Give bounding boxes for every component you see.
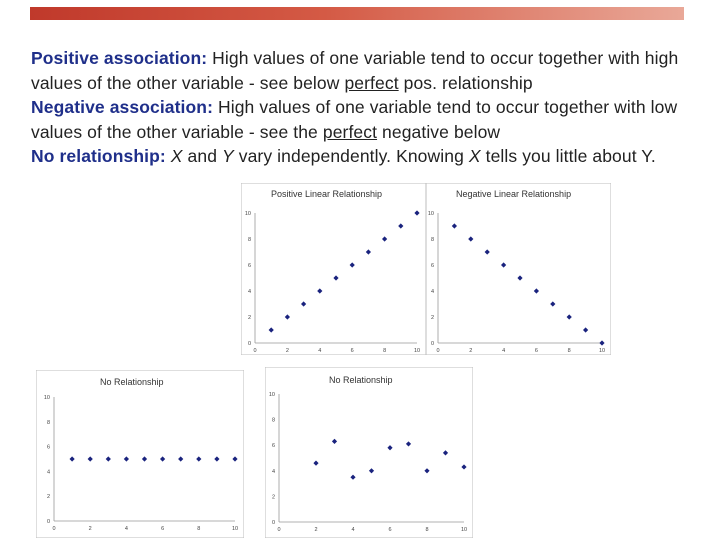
chart-frame (426, 183, 611, 355)
x-tick-label: 0 (253, 348, 257, 354)
underlined-word: perfect (344, 72, 399, 93)
y-tick-label: 0 (247, 341, 251, 347)
chart-title: Negative Linear Relationship (456, 189, 572, 199)
paragraph-no-relationship (31, 144, 701, 169)
x-tick-label: 6 (388, 527, 392, 533)
x-tick-label: 8 (383, 348, 387, 354)
y-tick-label: 4 (46, 469, 50, 476)
y-tick-label: 4 (430, 289, 434, 295)
chart-no-relationship-scatter (265, 367, 473, 538)
chart-frame (241, 183, 426, 355)
x-tick-label: 8 (197, 526, 201, 532)
chart-no-relationship-flat-svg (36, 370, 244, 538)
paragraph-text: tells you little about Y. (480, 146, 656, 166)
var-x: X (170, 146, 183, 166)
y-tick-label: 2 (247, 315, 251, 321)
y-tick-label: 6 (247, 263, 251, 269)
y-tick-label: 10 (427, 211, 434, 217)
paragraph-text: High values of one variable tend to occur together with low values of the other variable - see the (31, 97, 678, 142)
y-tick-label: 6 (46, 444, 50, 451)
paragraph-text: pos. relationship (398, 72, 533, 93)
x-tick-label: 2 (314, 527, 318, 533)
var-y: Y (222, 146, 234, 166)
x-tick-label: 6 (534, 348, 538, 354)
y-tick-label: 10 (268, 392, 275, 398)
chart-frame (36, 370, 244, 538)
chart-no-relationship-flat (36, 370, 244, 538)
y-tick-label: 8 (247, 237, 251, 243)
var-x: X (468, 146, 481, 166)
x-tick-label: 4 (351, 527, 355, 533)
x-tick-label: 8 (567, 348, 571, 354)
chart-title: No Relationship (329, 375, 393, 385)
y-tick-label: 2 (430, 315, 434, 321)
x-tick-label: 4 (124, 526, 128, 532)
chart-frame (265, 367, 473, 538)
x-tick-label: 2 (285, 348, 289, 354)
chart-positive-svg (241, 183, 426, 355)
x-tick-label: 10 (413, 348, 421, 354)
paragraph-positive (31, 46, 701, 95)
x-tick-label: 4 (318, 348, 322, 354)
paragraph-text: vary independently. Knowing (233, 146, 469, 166)
x-tick-label: 2 (88, 526, 92, 532)
chart-negative (426, 183, 611, 355)
y-tick-label: 4 (271, 468, 275, 475)
x-tick-label: 4 (502, 348, 506, 354)
keyword-negative: Negative association: (31, 97, 214, 117)
y-tick-label: 6 (430, 263, 434, 269)
chart-title: Positive Linear Relationship (271, 189, 383, 199)
x-tick-label: 10 (460, 527, 468, 533)
x-tick-label: 10 (231, 526, 239, 532)
chart-negative-svg (426, 183, 611, 355)
y-tick-label: 8 (46, 419, 50, 426)
y-tick-label: 2 (271, 494, 275, 501)
y-tick-label: 0 (46, 519, 50, 525)
chart-positive (241, 183, 426, 355)
keyword-no-relationship: No relationship: (31, 146, 166, 166)
x-tick-label: 6 (161, 526, 165, 532)
x-tick-label: 6 (350, 348, 354, 354)
y-tick-label: 10 (43, 395, 50, 401)
y-tick-label: 8 (271, 417, 275, 424)
x-tick-label: 0 (436, 348, 440, 354)
underlined-word: perfect (322, 121, 378, 142)
x-tick-label: 0 (277, 527, 281, 533)
x-tick-label: 8 (425, 527, 429, 533)
chart-no-relationship-scatter-svg (265, 367, 473, 538)
y-tick-label: 4 (247, 289, 251, 295)
y-tick-label: 8 (430, 237, 434, 243)
paragraph-text: negative below (377, 121, 501, 142)
paragraph-negative (31, 95, 701, 144)
y-tick-label: 10 (244, 211, 251, 217)
accent-bar (30, 7, 684, 20)
slide-body-text (31, 46, 701, 169)
x-tick-label: 0 (52, 526, 56, 532)
y-tick-label: 0 (430, 341, 434, 347)
y-tick-label: 0 (271, 520, 275, 526)
paragraph-text: and (182, 146, 222, 166)
y-tick-label: 6 (271, 443, 275, 450)
keyword-positive: Positive association: (31, 48, 208, 68)
chart-title: No Relationship (100, 377, 164, 387)
x-tick-label: 2 (469, 348, 473, 354)
paragraph-text: High values of one variable tend to occur together with high values of the other variable - see below (31, 48, 679, 93)
y-tick-label: 2 (46, 494, 50, 501)
x-tick-label: 10 (598, 348, 606, 354)
